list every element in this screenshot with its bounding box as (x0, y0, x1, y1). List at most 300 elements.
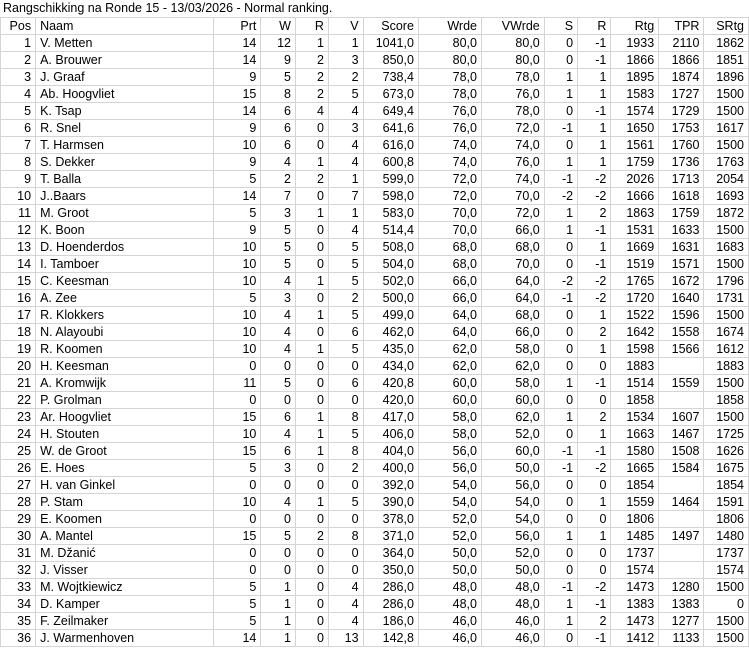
cell-score: 599,0 (363, 171, 418, 188)
cell-r2: 2 (578, 409, 611, 426)
cell-v: 6 (328, 375, 363, 392)
table-row (1, 579, 749, 596)
cell-vwrde: 78,0 (481, 103, 544, 120)
cell-vwrde: 66,0 (481, 324, 544, 341)
cell-pos: 34 (1, 596, 36, 613)
cell-s: 1 (544, 375, 577, 392)
cell-w: 4 (261, 324, 296, 341)
cell-v: 7 (328, 188, 363, 205)
cell-v: 5 (328, 426, 363, 443)
cell-w: 12 (261, 35, 296, 52)
cell-wrde: 50,0 (418, 562, 481, 579)
cell-r2: 1 (578, 154, 611, 171)
cell-vwrde: 52,0 (481, 545, 544, 562)
cell-tpr: 1571 (659, 256, 704, 273)
cell-rtg: 2026 (611, 171, 659, 188)
cell-wrde: 74,0 (418, 154, 481, 171)
cell-rtg: 1561 (611, 137, 659, 154)
cell-prt: 14 (213, 188, 260, 205)
cell-r: 0 (295, 120, 328, 137)
cell-vwrde: 46,0 (481, 630, 544, 647)
cell-s: -1 (544, 120, 577, 137)
table-row (1, 171, 749, 188)
cell-score: 508,0 (363, 239, 418, 256)
cell-rtg: 1519 (611, 256, 659, 273)
cell-pos: 30 (1, 528, 36, 545)
cell-s: 0 (544, 545, 577, 562)
cell-naam: C. Keesman (36, 273, 214, 290)
cell-naam: H. van Ginkel (36, 477, 214, 494)
cell-v: 0 (328, 358, 363, 375)
cell-naam: P. Grolman (36, 392, 214, 409)
table-row (1, 460, 749, 477)
cell-score: 390,0 (363, 494, 418, 511)
cell-r2: -1 (578, 103, 611, 120)
cell-wrde: 80,0 (418, 52, 481, 69)
cell-s: -1 (544, 579, 577, 596)
cell-naam: Ab. Hoogvliet (36, 86, 214, 103)
cell-tpr: 1566 (659, 341, 704, 358)
cell-pos: 33 (1, 579, 36, 596)
cell-vwrde: 48,0 (481, 579, 544, 596)
cell-w: 5 (261, 239, 296, 256)
cell-wrde: 76,0 (418, 103, 481, 120)
table-row (1, 375, 749, 392)
column-header-naam: Naam (36, 18, 214, 35)
cell-rtg: 1883 (611, 358, 659, 375)
cell-vwrde: 56,0 (481, 477, 544, 494)
cell-srtg: 1806 (704, 511, 749, 528)
cell-pos: 27 (1, 477, 36, 494)
cell-v: 1 (328, 171, 363, 188)
cell-score: 435,0 (363, 341, 418, 358)
cell-vwrde: 80,0 (481, 52, 544, 69)
cell-prt: 15 (213, 86, 260, 103)
cell-rtg: 1650 (611, 120, 659, 137)
cell-vwrde: 70,0 (481, 256, 544, 273)
cell-v: 4 (328, 579, 363, 596)
cell-naam: I. Tamboer (36, 256, 214, 273)
cell-wrde: 54,0 (418, 477, 481, 494)
cell-r: 0 (295, 613, 328, 630)
cell-w: 5 (261, 528, 296, 545)
table-row (1, 86, 749, 103)
cell-v: 5 (328, 307, 363, 324)
cell-prt: 15 (213, 443, 260, 460)
cell-s: 1 (544, 205, 577, 222)
cell-r2: 0 (578, 358, 611, 375)
cell-s: -1 (544, 171, 577, 188)
cell-score: 186,0 (363, 613, 418, 630)
cell-prt: 10 (213, 273, 260, 290)
cell-srtg: 1612 (704, 341, 749, 358)
cell-tpr: 1133 (659, 630, 704, 647)
cell-naam: Ar. Hoogvliet (36, 409, 214, 426)
cell-score: 502,0 (363, 273, 418, 290)
cell-rtg: 1522 (611, 307, 659, 324)
table-row (1, 307, 749, 324)
cell-v: 8 (328, 409, 363, 426)
cell-tpr: 1607 (659, 409, 704, 426)
cell-tpr (659, 511, 704, 528)
cell-vwrde: 48,0 (481, 596, 544, 613)
cell-r2: 2 (578, 205, 611, 222)
cell-wrde: 46,0 (418, 613, 481, 630)
cell-naam: M. Wojtkiewicz (36, 579, 214, 596)
cell-score: 583,0 (363, 205, 418, 222)
cell-rtg: 1574 (611, 103, 659, 120)
cell-pos: 8 (1, 154, 36, 171)
cell-srtg: 1731 (704, 290, 749, 307)
cell-pos: 28 (1, 494, 36, 511)
cell-srtg: 1591 (704, 494, 749, 511)
cell-tpr: 1729 (659, 103, 704, 120)
cell-r2: 0 (578, 511, 611, 528)
cell-wrde: 66,0 (418, 290, 481, 307)
cell-prt: 9 (213, 69, 260, 86)
cell-w: 4 (261, 341, 296, 358)
cell-prt: 9 (213, 120, 260, 137)
cell-prt: 14 (213, 35, 260, 52)
cell-prt: 5 (213, 460, 260, 477)
cell-pos: 21 (1, 375, 36, 392)
cell-tpr: 1753 (659, 120, 704, 137)
cell-wrde: 64,0 (418, 307, 481, 324)
cell-tpr (659, 545, 704, 562)
cell-srtg: 1626 (704, 443, 749, 460)
cell-srtg: 1500 (704, 409, 749, 426)
cell-w: 6 (261, 443, 296, 460)
cell-srtg: 2054 (704, 171, 749, 188)
cell-prt: 9 (213, 154, 260, 171)
cell-pos: 23 (1, 409, 36, 426)
cell-vwrde: 60,0 (481, 443, 544, 460)
cell-r: 0 (295, 256, 328, 273)
cell-r: 2 (295, 69, 328, 86)
cell-r2: -1 (578, 35, 611, 52)
cell-v: 4 (328, 613, 363, 630)
cell-s: 1 (544, 69, 577, 86)
cell-v: 4 (328, 137, 363, 154)
cell-w: 5 (261, 375, 296, 392)
cell-r2: -1 (578, 222, 611, 239)
cell-r: 0 (295, 358, 328, 375)
cell-rtg: 1559 (611, 494, 659, 511)
cell-rtg: 1598 (611, 341, 659, 358)
cell-pos: 2 (1, 52, 36, 69)
cell-s: 0 (544, 103, 577, 120)
cell-r: 0 (295, 579, 328, 596)
cell-wrde: 64,0 (418, 324, 481, 341)
cell-prt: 14 (213, 52, 260, 69)
cell-v: 1 (328, 205, 363, 222)
table-row (1, 511, 749, 528)
cell-w: 7 (261, 188, 296, 205)
cell-r2: -1 (578, 443, 611, 460)
cell-r: 0 (295, 324, 328, 341)
cell-srtg: 1500 (704, 137, 749, 154)
cell-r: 2 (295, 528, 328, 545)
cell-v: 4 (328, 154, 363, 171)
cell-v: 5 (328, 494, 363, 511)
cell-pos: 7 (1, 137, 36, 154)
cell-r: 4 (295, 103, 328, 120)
cell-r: 0 (295, 562, 328, 579)
cell-r: 1 (295, 409, 328, 426)
cell-tpr (659, 562, 704, 579)
cell-wrde: 66,0 (418, 273, 481, 290)
cell-pos: 15 (1, 273, 36, 290)
cell-tpr (659, 358, 704, 375)
cell-wrde: 78,0 (418, 86, 481, 103)
cell-prt: 14 (213, 630, 260, 647)
cell-srtg: 1500 (704, 222, 749, 239)
cell-srtg: 1872 (704, 205, 749, 222)
cell-r2: 1 (578, 86, 611, 103)
cell-tpr: 1874 (659, 69, 704, 86)
table-row (1, 494, 749, 511)
cell-srtg: 1725 (704, 426, 749, 443)
cell-vwrde: 76,0 (481, 154, 544, 171)
cell-v: 5 (328, 256, 363, 273)
cell-naam: J. Warmenhoven (36, 630, 214, 647)
cell-v: 5 (328, 86, 363, 103)
table-row (1, 273, 749, 290)
cell-rtg: 1663 (611, 426, 659, 443)
cell-srtg: 1617 (704, 120, 749, 137)
cell-tpr: 1383 (659, 596, 704, 613)
cell-r: 1 (295, 154, 328, 171)
cell-rtg: 1642 (611, 324, 659, 341)
cell-score: 673,0 (363, 86, 418, 103)
cell-naam: D. Kamper (36, 596, 214, 613)
cell-srtg: 1500 (704, 86, 749, 103)
cell-s: 1 (544, 613, 577, 630)
cell-rtg: 1737 (611, 545, 659, 562)
table-row (1, 613, 749, 630)
header-row (1, 18, 749, 35)
table-row (1, 341, 749, 358)
cell-rtg: 1759 (611, 154, 659, 171)
cell-prt: 11 (213, 375, 260, 392)
cell-rtg: 1383 (611, 596, 659, 613)
table-row (1, 630, 749, 647)
cell-prt: 0 (213, 545, 260, 562)
cell-pos: 26 (1, 460, 36, 477)
cell-tpr: 1467 (659, 426, 704, 443)
cell-v: 8 (328, 443, 363, 460)
ranking-title: Rangschikking na Ronde 15 - 13/03/2026 - Normal ranking. (3, 1, 333, 15)
cell-naam: M. Džanić (36, 545, 214, 562)
cell-w: 6 (261, 137, 296, 154)
cell-r2: -2 (578, 579, 611, 596)
cell-v: 6 (328, 324, 363, 341)
cell-pos: 11 (1, 205, 36, 222)
cell-naam: R. Koomen (36, 341, 214, 358)
cell-score: 1041,0 (363, 35, 418, 52)
cell-rtg: 1514 (611, 375, 659, 392)
cell-pos: 31 (1, 545, 36, 562)
table-row (1, 35, 749, 52)
cell-s: 0 (544, 307, 577, 324)
cell-tpr: 1640 (659, 290, 704, 307)
cell-r2: -1 (578, 256, 611, 273)
cell-prt: 5 (213, 579, 260, 596)
column-header-srtg: SRtg (704, 18, 749, 35)
cell-s: 1 (544, 222, 577, 239)
cell-vwrde: 66,0 (481, 222, 544, 239)
cell-v: 4 (328, 596, 363, 613)
cell-score: 378,0 (363, 511, 418, 528)
cell-score: 514,4 (363, 222, 418, 239)
cell-w: 2 (261, 171, 296, 188)
cell-srtg: 1862 (704, 35, 749, 52)
cell-r: 1 (295, 307, 328, 324)
cell-score: 286,0 (363, 596, 418, 613)
cell-score: 434,0 (363, 358, 418, 375)
cell-r2: 1 (578, 69, 611, 86)
cell-w: 9 (261, 52, 296, 69)
cell-tpr: 1584 (659, 460, 704, 477)
cell-score: 616,0 (363, 137, 418, 154)
cell-vwrde: 80,0 (481, 35, 544, 52)
cell-s: 1 (544, 409, 577, 426)
cell-srtg: 1574 (704, 562, 749, 579)
cell-pos: 3 (1, 69, 36, 86)
cell-prt: 0 (213, 562, 260, 579)
cell-score: 462,0 (363, 324, 418, 341)
cell-tpr: 1618 (659, 188, 704, 205)
cell-r: 1 (295, 341, 328, 358)
cell-r: 0 (295, 392, 328, 409)
cell-s: 0 (544, 341, 577, 358)
cell-s: -2 (544, 188, 577, 205)
cell-score: 738,4 (363, 69, 418, 86)
cell-vwrde: 60,0 (481, 392, 544, 409)
cell-tpr: 1497 (659, 528, 704, 545)
cell-srtg: 1500 (704, 103, 749, 120)
cell-vwrde: 72,0 (481, 120, 544, 137)
cell-prt: 0 (213, 358, 260, 375)
cell-r2: 1 (578, 120, 611, 137)
cell-v: 4 (328, 103, 363, 120)
cell-w: 0 (261, 358, 296, 375)
cell-prt: 10 (213, 307, 260, 324)
cell-r2: 1 (578, 137, 611, 154)
table-row (1, 222, 749, 239)
cell-w: 5 (261, 69, 296, 86)
cell-prt: 5 (213, 596, 260, 613)
cell-w: 4 (261, 273, 296, 290)
cell-vwrde: 76,0 (481, 86, 544, 103)
table-row (1, 596, 749, 613)
cell-r: 0 (295, 630, 328, 647)
cell-vwrde: 50,0 (481, 460, 544, 477)
cell-w: 4 (261, 307, 296, 324)
cell-srtg: 1896 (704, 69, 749, 86)
column-header-score: Score (363, 18, 418, 35)
cell-wrde: 78,0 (418, 69, 481, 86)
table-row (1, 137, 749, 154)
table-row (1, 477, 749, 494)
cell-rtg: 1765 (611, 273, 659, 290)
cell-tpr: 1633 (659, 222, 704, 239)
cell-prt: 10 (213, 341, 260, 358)
cell-vwrde: 74,0 (481, 171, 544, 188)
cell-naam: J. Visser (36, 562, 214, 579)
cell-srtg: 1500 (704, 630, 749, 647)
cell-r2: 1 (578, 426, 611, 443)
cell-rtg: 1534 (611, 409, 659, 426)
cell-prt: 5 (213, 613, 260, 630)
cell-s: 1 (544, 154, 577, 171)
cell-r: 0 (295, 222, 328, 239)
cell-s: 0 (544, 392, 577, 409)
cell-v: 13 (328, 630, 363, 647)
cell-vwrde: 58,0 (481, 375, 544, 392)
cell-rtg: 1858 (611, 392, 659, 409)
table-row (1, 528, 749, 545)
cell-s: 0 (544, 324, 577, 341)
cell-wrde: 60,0 (418, 392, 481, 409)
cell-pos: 29 (1, 511, 36, 528)
cell-r2: -1 (578, 596, 611, 613)
cell-score: 850,0 (363, 52, 418, 69)
cell-rtg: 1863 (611, 205, 659, 222)
cell-prt: 15 (213, 409, 260, 426)
cell-tpr: 1559 (659, 375, 704, 392)
cell-prt: 15 (213, 528, 260, 545)
cell-prt: 0 (213, 477, 260, 494)
table-row (1, 392, 749, 409)
cell-pos: 6 (1, 120, 36, 137)
cell-score: 406,0 (363, 426, 418, 443)
table-row (1, 358, 749, 375)
table-row (1, 120, 749, 137)
cell-vwrde: 64,0 (481, 290, 544, 307)
cell-r2: 2 (578, 324, 611, 341)
cell-pos: 32 (1, 562, 36, 579)
ranking-rows (1, 35, 749, 647)
cell-pos: 1 (1, 35, 36, 52)
cell-wrde: 46,0 (418, 630, 481, 647)
cell-w: 8 (261, 86, 296, 103)
cell-score: 641,6 (363, 120, 418, 137)
cell-w: 5 (261, 222, 296, 239)
table-row (1, 545, 749, 562)
cell-r: 0 (295, 596, 328, 613)
cell-w: 6 (261, 120, 296, 137)
cell-v: 3 (328, 120, 363, 137)
cell-prt: 0 (213, 511, 260, 528)
cell-tpr: 1672 (659, 273, 704, 290)
cell-pos: 19 (1, 341, 36, 358)
cell-v: 3 (328, 52, 363, 69)
cell-srtg: 1858 (704, 392, 749, 409)
cell-vwrde: 68,0 (481, 239, 544, 256)
cell-pos: 16 (1, 290, 36, 307)
cell-naam: R. Klokkers (36, 307, 214, 324)
cell-naam: A. Brouwer (36, 52, 214, 69)
cell-wrde: 72,0 (418, 188, 481, 205)
cell-tpr: 1631 (659, 239, 704, 256)
cell-score: 400,0 (363, 460, 418, 477)
cell-r: 0 (295, 188, 328, 205)
cell-naam: H. Keesman (36, 358, 214, 375)
cell-rtg: 1473 (611, 613, 659, 630)
cell-r: 0 (295, 511, 328, 528)
cell-tpr: 1727 (659, 86, 704, 103)
